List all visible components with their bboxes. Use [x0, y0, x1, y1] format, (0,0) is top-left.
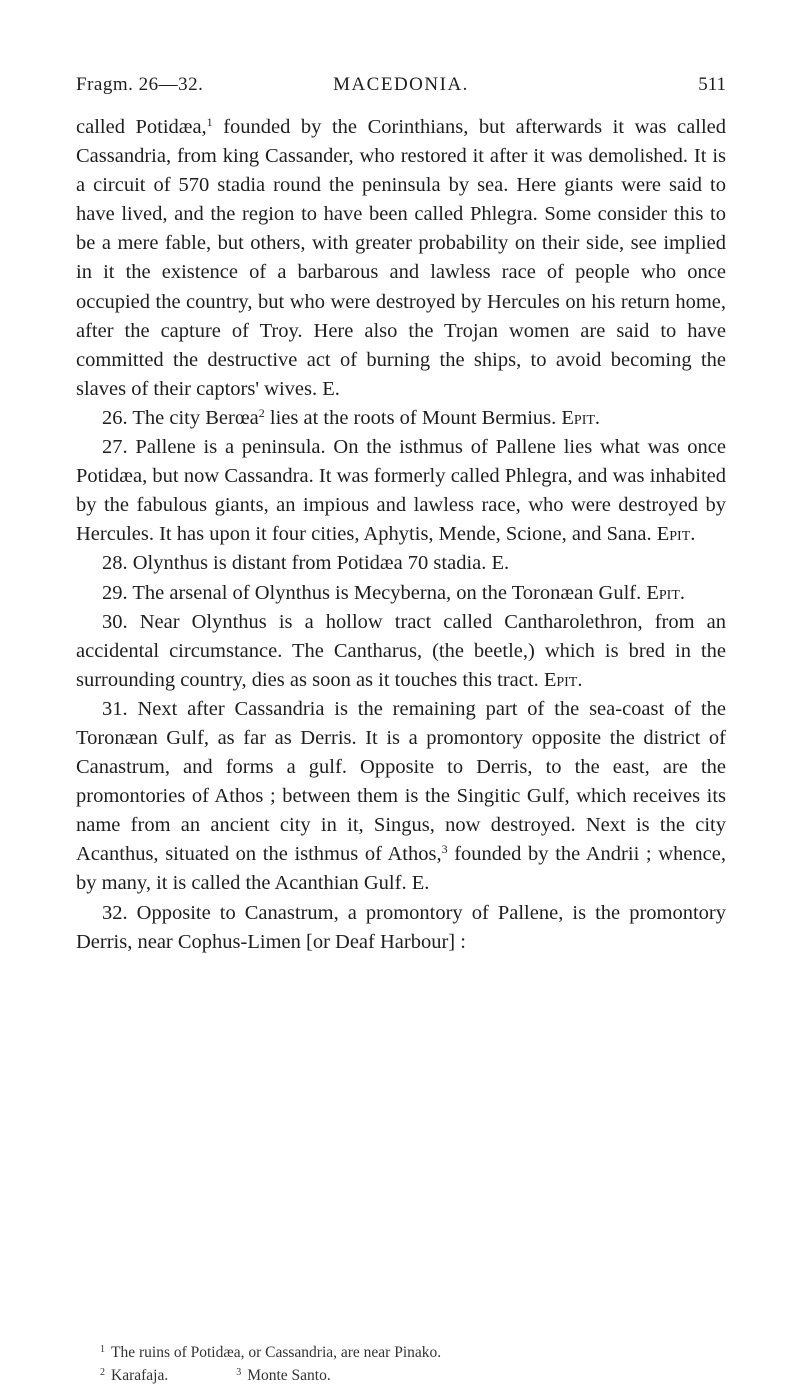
text-run: Epit.: [646, 581, 686, 604]
paragraph: [76, 695, 726, 899]
text-run: Epit.: [656, 523, 696, 546]
text-run: founded by the Corinthians, but afterwards it was called Cassandria, from king Cassander, who restored it after it was demolished. It is a circuit of 570 stadia round the peninsula by sea. Here giants were said to have lived, and the region to have been called Phlegra. Some consider this to be a mere fable, but others, with greater probability on their side, see implied in it the existence of a barbarous and lawless race of people who once occupied the country, but who were destroyed by Hercules on his return home, after the capture of Troy. Here also the Trojan women are said to have committed the destructive act of burning the ships, to avoid becoming the slaves of their captors' wives. E.: [76, 116, 726, 400]
paragraph: [76, 579, 726, 608]
footnote-3: $^3$ Monte Santo.: [236, 1367, 331, 1384]
text-run: founded by the Andrii ; whence, by many, it is called the Acanthian Gulf. E.: [76, 843, 726, 895]
text-run: lies at the roots of Mount Bermius.: [264, 406, 562, 429]
running-head-fragment-range: Fragm. 26—32.: [76, 74, 204, 95]
footnotes: [100, 1340, 720, 1386]
page-number: 511: [698, 74, 726, 95]
paragraph: [76, 899, 726, 957]
footnote-line-2: [100, 1363, 720, 1386]
text-run: called Potidæa,: [76, 116, 207, 138]
paragraph: [76, 433, 726, 549]
paragraph: [76, 113, 726, 404]
footnote-ref: 3: [441, 842, 448, 857]
footnote-ref: 2: [258, 405, 265, 420]
running-head-title: MACEDONIA.: [333, 74, 469, 95]
text-run: 27. Pallene is a peninsula. On the isthmus of Pallene lies what was once Potidæa, but now Cassandra. It was formerly called Phlegra, and was inhabited by the fabulous giants, an impious and lawless race, who were destroyed by Hercules. It has upon it four cities, Aphytis, Mende, Scione, and Sana.: [76, 436, 726, 546]
footnote-ref: 1: [206, 115, 213, 129]
footnote-1: $^1$ The ruins of Potidæa, or Cassandria, are near Pinako.: [100, 1344, 442, 1361]
text-run: Epit.: [543, 668, 583, 691]
footnote-line-1: [100, 1340, 720, 1363]
paragraph: [76, 549, 726, 578]
text-run: 29. The arsenal of Olynthus is Mecyberna, on the Toronæan Gulf.: [102, 581, 647, 604]
text-run: 32. Opposite to Canastrum, a promontory of Pallene, is the promontory Derris, near Cophus-Limen [or Deaf Harbour] :: [76, 901, 726, 953]
text-run: 30. Near Olynthus is a hollow tract called Cantharolethron, from an accidental circumstance. The Cantharus, (the beetle,) which is bred in the surrounding country, dies as soon as it touches this tract.: [76, 610, 726, 691]
paragraph: [76, 404, 726, 433]
page-header: [76, 74, 726, 100]
text-run: Epit.: [561, 406, 601, 429]
text-run: 26. The city Berœa: [102, 406, 259, 429]
text-run: 28. Olynthus is distant from Potidæa 70 stadia. E.: [102, 552, 510, 575]
body-text: [76, 113, 726, 957]
footnote-2: $^2$ Karafaja.: [100, 1367, 169, 1384]
text-run: 31. Next after Cassandria is the remaining part of the sea-coast of the Toronæan Gulf, as far as Derris. It is a promontory opposite the district of Canastrum, and forms a gulf. Opposite to Derris, to the east, are the promontories of Athos ; between them is the Singitic Gulf, which receives its name from an ancient city in it, Singus, now destroyed. Next is the city Acanthus, situated on the isthmus of Athos,: [76, 697, 726, 866]
paragraph: [76, 608, 726, 695]
